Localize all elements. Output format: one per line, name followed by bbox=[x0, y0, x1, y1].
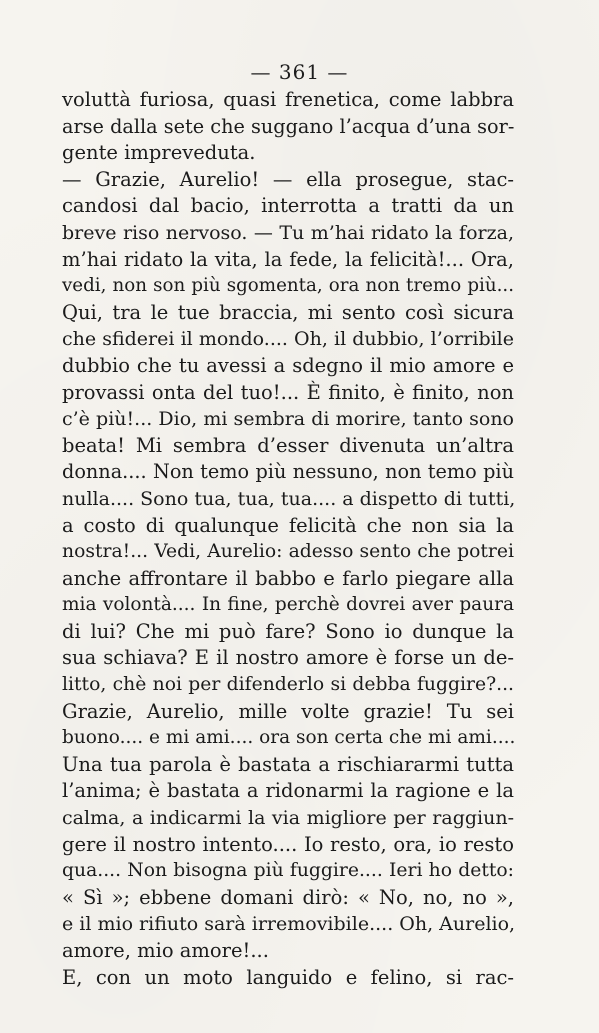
body-text bbox=[62, 87, 514, 991]
text-line: a costo di qualunque felicità che non sia la bbox=[62, 513, 514, 537]
text-line: qua.... Non bisogna più fuggire.... Ieri ho detto: bbox=[62, 860, 514, 882]
text-line: litto, chè noi per difenderlo si debba fuggire?... bbox=[62, 674, 514, 696]
text-line: calma, a indicarmi la via migliore per raggiun- bbox=[62, 807, 514, 830]
text-line: gere il nostro intento.... Io resto, ora, io resto bbox=[62, 832, 514, 856]
text-line: breve riso nervoso. — Tu m’hai ridato la forza, bbox=[62, 221, 514, 244]
text-line: donna.... Non temo più nessuno, non temo più bbox=[62, 460, 514, 484]
text-line: « Sì »; ebbene domani dirò: « No, no, no », bbox=[62, 885, 514, 909]
text-line: Una tua parola è bastata a rischiararmi tutta bbox=[62, 752, 514, 776]
text-line: e il mio rifiuto sarà irremovibile.... Oh, Aurelio, bbox=[62, 913, 516, 936]
text-line: Qui, tra le tue braccia, mi sento così sicura bbox=[62, 300, 514, 324]
text-line: — Grazie, Aurelio! — ella prosegue, stac- bbox=[62, 167, 514, 191]
text-line: anche affrontare il babbo e farlo piegare alla bbox=[62, 566, 514, 590]
text-line: beata! Mi sembra d’esser divenuta un’altra bbox=[62, 433, 514, 457]
text-line: nulla.... Sono tua, tua, tua.... a dispetto di tutti, bbox=[62, 487, 516, 510]
text-line: amore, mio amore!... bbox=[62, 939, 269, 962]
page-number: — 361 — bbox=[250, 60, 349, 84]
text-line: che sfiderei il mondo.... Oh, il dubbio, l’orribile bbox=[62, 328, 514, 351]
text-line: E, con un moto languido e felino, si rac- bbox=[62, 965, 514, 989]
text-line: buono.... e mi ami.... ora son certa che mi ami.... bbox=[62, 727, 516, 749]
text-line: vedi, non son più sgomenta, ora non tremo più... bbox=[62, 275, 514, 297]
text-line: gente impreveduta. bbox=[62, 141, 256, 165]
text-line: Grazie, Aurelio, mille volte grazie! Tu sei bbox=[62, 699, 514, 723]
text-line: m’hai ridato la vita, la fede, la felicità!... Ora, bbox=[62, 247, 514, 271]
text-line: candosi dal bacio, interrotta a tratti da un bbox=[62, 194, 514, 218]
text-line: c’è più!... Dio, mi sembra di morire, tanto sono bbox=[62, 408, 514, 431]
text-line: provassi onta del tuo!... È finito, è finito, non bbox=[62, 380, 514, 404]
text-line: dubbio che tu avessi a sdegno il mio amore e bbox=[62, 353, 514, 377]
text-line: nostra!... Vedi, Aurelio: adesso sento che potrei bbox=[62, 541, 514, 563]
text-line: di lui? Che mi può fare? Sono io dunque la bbox=[62, 619, 514, 643]
text-line: l’anima; è bastata a ridonarmi la ragione e la bbox=[62, 779, 514, 803]
text-line: arse dalla sete che suggano l’acqua d’una sor- bbox=[62, 114, 515, 138]
text-line: voluttà furiosa, quasi frenetica, come labbra bbox=[62, 88, 514, 111]
text-line: sua schiava? E il nostro amore è forse un de- bbox=[62, 646, 514, 670]
text-line: mia volontà.... In fine, perchè dovrei aver paura bbox=[62, 594, 514, 616]
